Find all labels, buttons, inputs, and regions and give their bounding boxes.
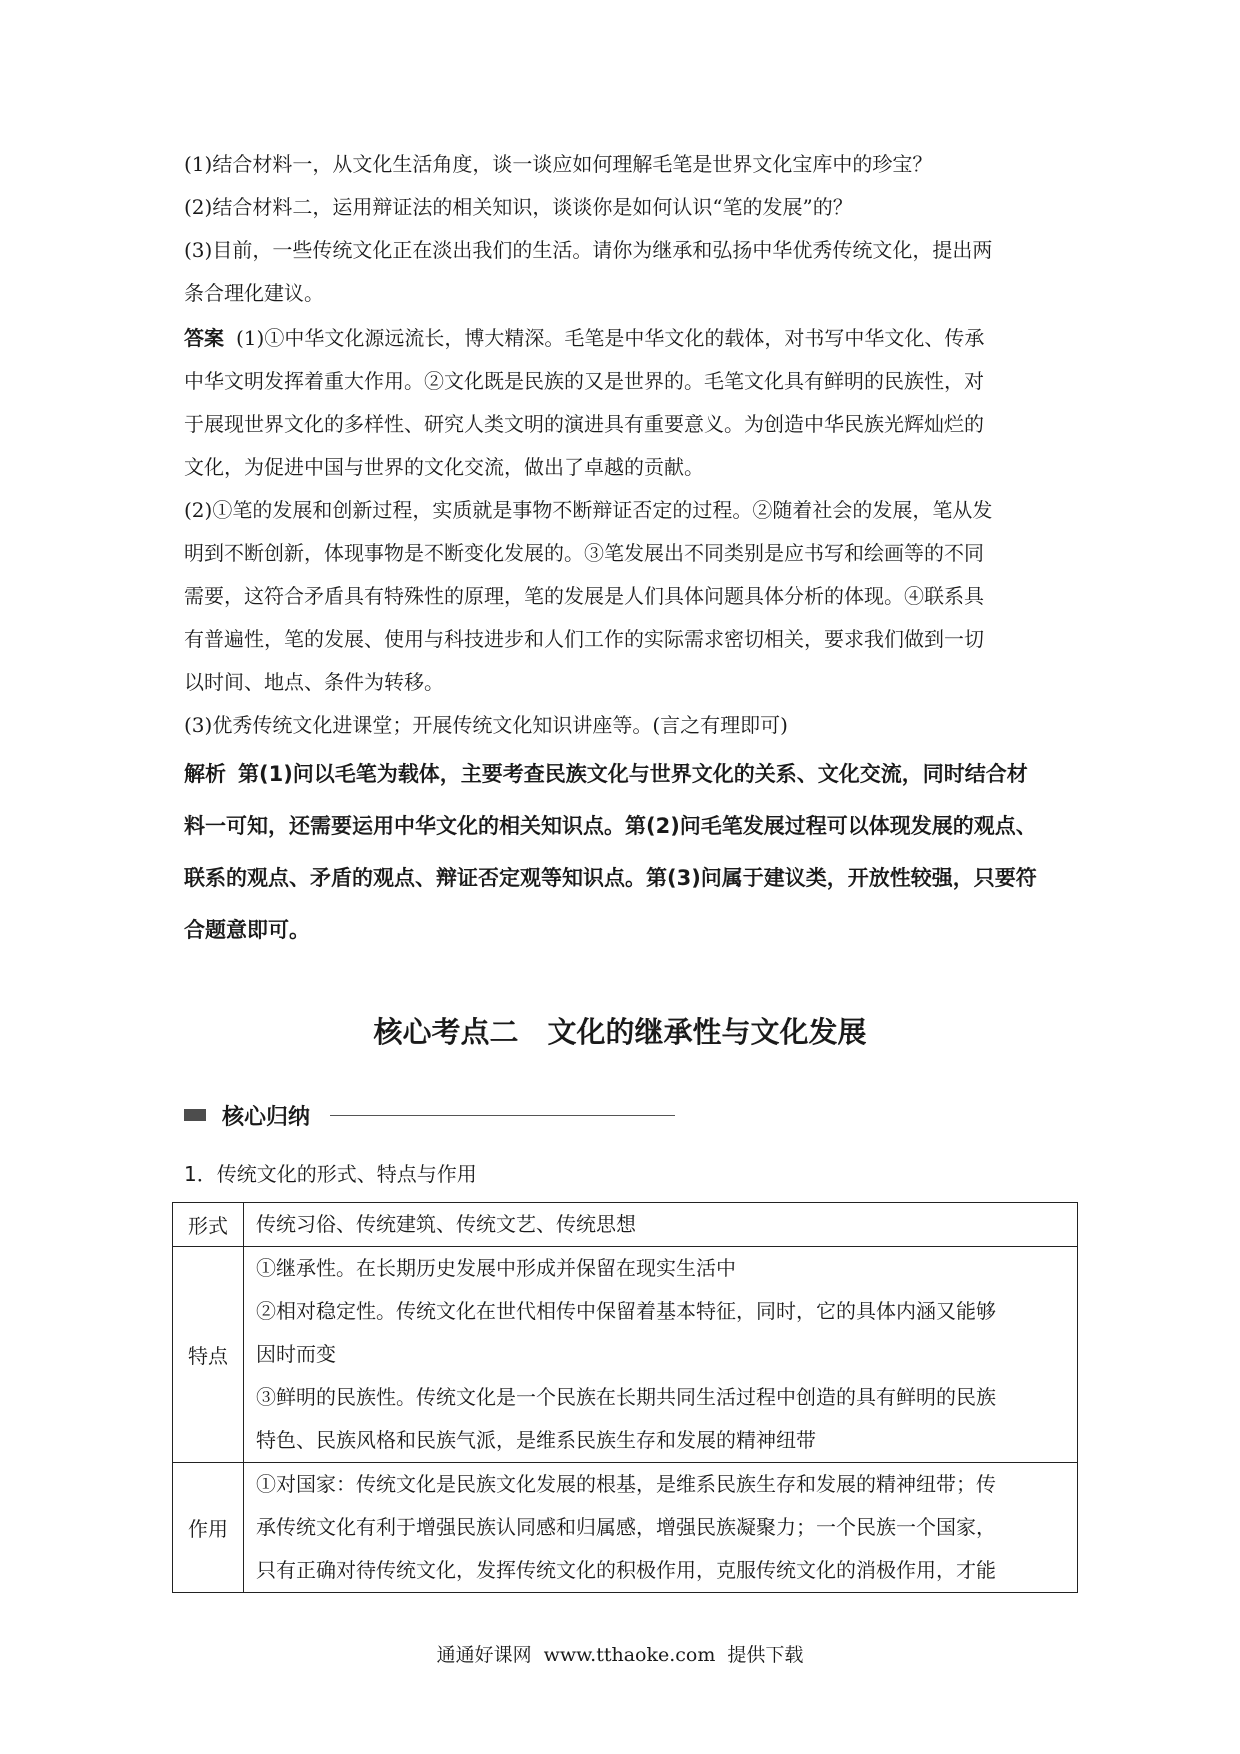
analysis-text: 第(1)问以毛笔为载体，主要考查民族文化与世界文化的关系、文化交流，同时结合材 bbox=[238, 762, 1028, 786]
answer-first-line bbox=[184, 317, 1074, 360]
analysis-tag: 解析 bbox=[184, 762, 226, 786]
answer-text: (1)①中华文化源远流长，博大精深。毛笔是中华文化的载体，对书写中华文化、传承 bbox=[236, 326, 985, 350]
sub-heading: 1．传统文化的形式、特点与作用 bbox=[184, 1162, 477, 1186]
core-heading bbox=[184, 1095, 675, 1135]
content-line: ③鲜明的民族性。传统文化是一个民族在长期共同生活过程中创造的具有鲜明的民族 bbox=[256, 1385, 996, 1409]
content-line: 只有正确对待传统文化，发挥传统文化的积极作用，克服传统文化的消极作用，才能 bbox=[256, 1558, 996, 1582]
row-label: 特点 bbox=[173, 1247, 244, 1463]
answer-line: 需要，这符合矛盾具有特殊性的原理，笔的发展是人们具体问题具体分析的体现。④联系具 bbox=[184, 584, 984, 608]
question-line: 条合理化建议。 bbox=[184, 281, 324, 305]
heading-marker-icon bbox=[184, 1109, 206, 1121]
content-line: 因时而变 bbox=[256, 1342, 336, 1366]
content-line: 传统习俗、传统建筑、传统文艺、传统思想 bbox=[256, 1212, 636, 1236]
analysis-line: 合题意即可。 bbox=[184, 918, 310, 942]
page-footer: 通通好课网 www.tthaoke.com 提供下载 bbox=[436, 1644, 804, 1666]
table-row bbox=[173, 1203, 1078, 1247]
core-heading-text: 核心归纳 bbox=[222, 1104, 311, 1130]
answer-line: 于展现世界文化的多样性、研究人类文明的演进具有重要意义。为创造中华民族光辉灿烂的 bbox=[184, 412, 984, 436]
answer-line: 明到不断创新，体现事物是不断变化发展的。③笔发展出不同类别是应书写和绘画等的不同 bbox=[184, 541, 984, 565]
answer-line: 文化，为促进中国与世界的文化交流，做出了卓越的贡献。 bbox=[184, 455, 704, 479]
analysis-line: 联系的观点、矛盾的观点、辩证否定观等知识点。第(3)问属于建议类，开放性较强，只要符 bbox=[184, 866, 1037, 890]
answer-line: (2)①笔的发展和创新过程，实质就是事物不断辩证否定的过程。②随着社会的发展，笔从发 bbox=[184, 498, 993, 522]
question-list bbox=[184, 143, 1074, 315]
traditional-culture-table bbox=[172, 1202, 1078, 1593]
answer-line: 中华文明发挥着重大作用。②文化既是民族的又是世界的。毛笔文化具有鲜明的民族性，对 bbox=[184, 369, 984, 393]
question-line: (1)结合材料一，从文化生活角度，谈一谈应如何理解毛笔是世界文化宝库中的珍宝？ bbox=[184, 152, 933, 176]
answer-line: (3)优秀传统文化进课堂；开展传统文化知识讲座等。(言之有理即可) bbox=[184, 713, 788, 737]
answer-tag: 答案 bbox=[184, 326, 224, 350]
answer-line: 以时间、地点、条件为转移。 bbox=[184, 670, 444, 694]
analysis-section bbox=[184, 748, 1074, 956]
content-line: ①继承性。在长期历史发展中形成并保留在现实生活中 bbox=[256, 1256, 736, 1280]
question-line: (2)结合材料二，运用辩证法的相关知识，谈谈你是如何认识“笔的发展”的？ bbox=[184, 195, 853, 219]
answer-line: 有普遍性，笔的发展、使用与科技进步和人们工作的实际需求密切相关，要求我们做到一切 bbox=[184, 627, 984, 651]
analysis-first-line bbox=[184, 748, 1074, 800]
row-label: 形式 bbox=[173, 1203, 244, 1247]
content-line: ①对国家：传统文化是民族文化发展的根基，是维系民族生存和发展的精神纽带；传 bbox=[256, 1472, 996, 1496]
content-line: 承传统文化有利于增强民族认同感和归属感，增强民族凝聚力；一个民族一个国家， bbox=[256, 1515, 996, 1539]
content-line: 特色、民族风格和民族气派，是维系民族生存和发展的精神纽带 bbox=[256, 1428, 816, 1452]
table-row bbox=[173, 1463, 1078, 1593]
question-line: (3)目前，一些传统文化正在淡出我们的生活。请你为继承和弘扬中华优秀传统文化，提出两 bbox=[184, 238, 993, 262]
row-label: 作用 bbox=[173, 1463, 244, 1593]
row-content bbox=[244, 1247, 1078, 1463]
table-row bbox=[173, 1247, 1078, 1463]
answer-section bbox=[184, 317, 1074, 747]
row-content bbox=[244, 1463, 1078, 1593]
heading-rule bbox=[330, 1115, 675, 1116]
analysis-line: 料一可知，还需要运用中华文化的相关知识点。第(2)问毛笔发展过程可以体现发展的观点、 bbox=[184, 814, 1037, 838]
section-title: 核心考点二 文化的继承性与文化发展 bbox=[373, 1015, 867, 1049]
content-line: ②相对稳定性。传统文化在世代相传中保留着基本特征，同时，它的具体内涵又能够 bbox=[256, 1299, 996, 1323]
row-content bbox=[244, 1203, 1078, 1247]
